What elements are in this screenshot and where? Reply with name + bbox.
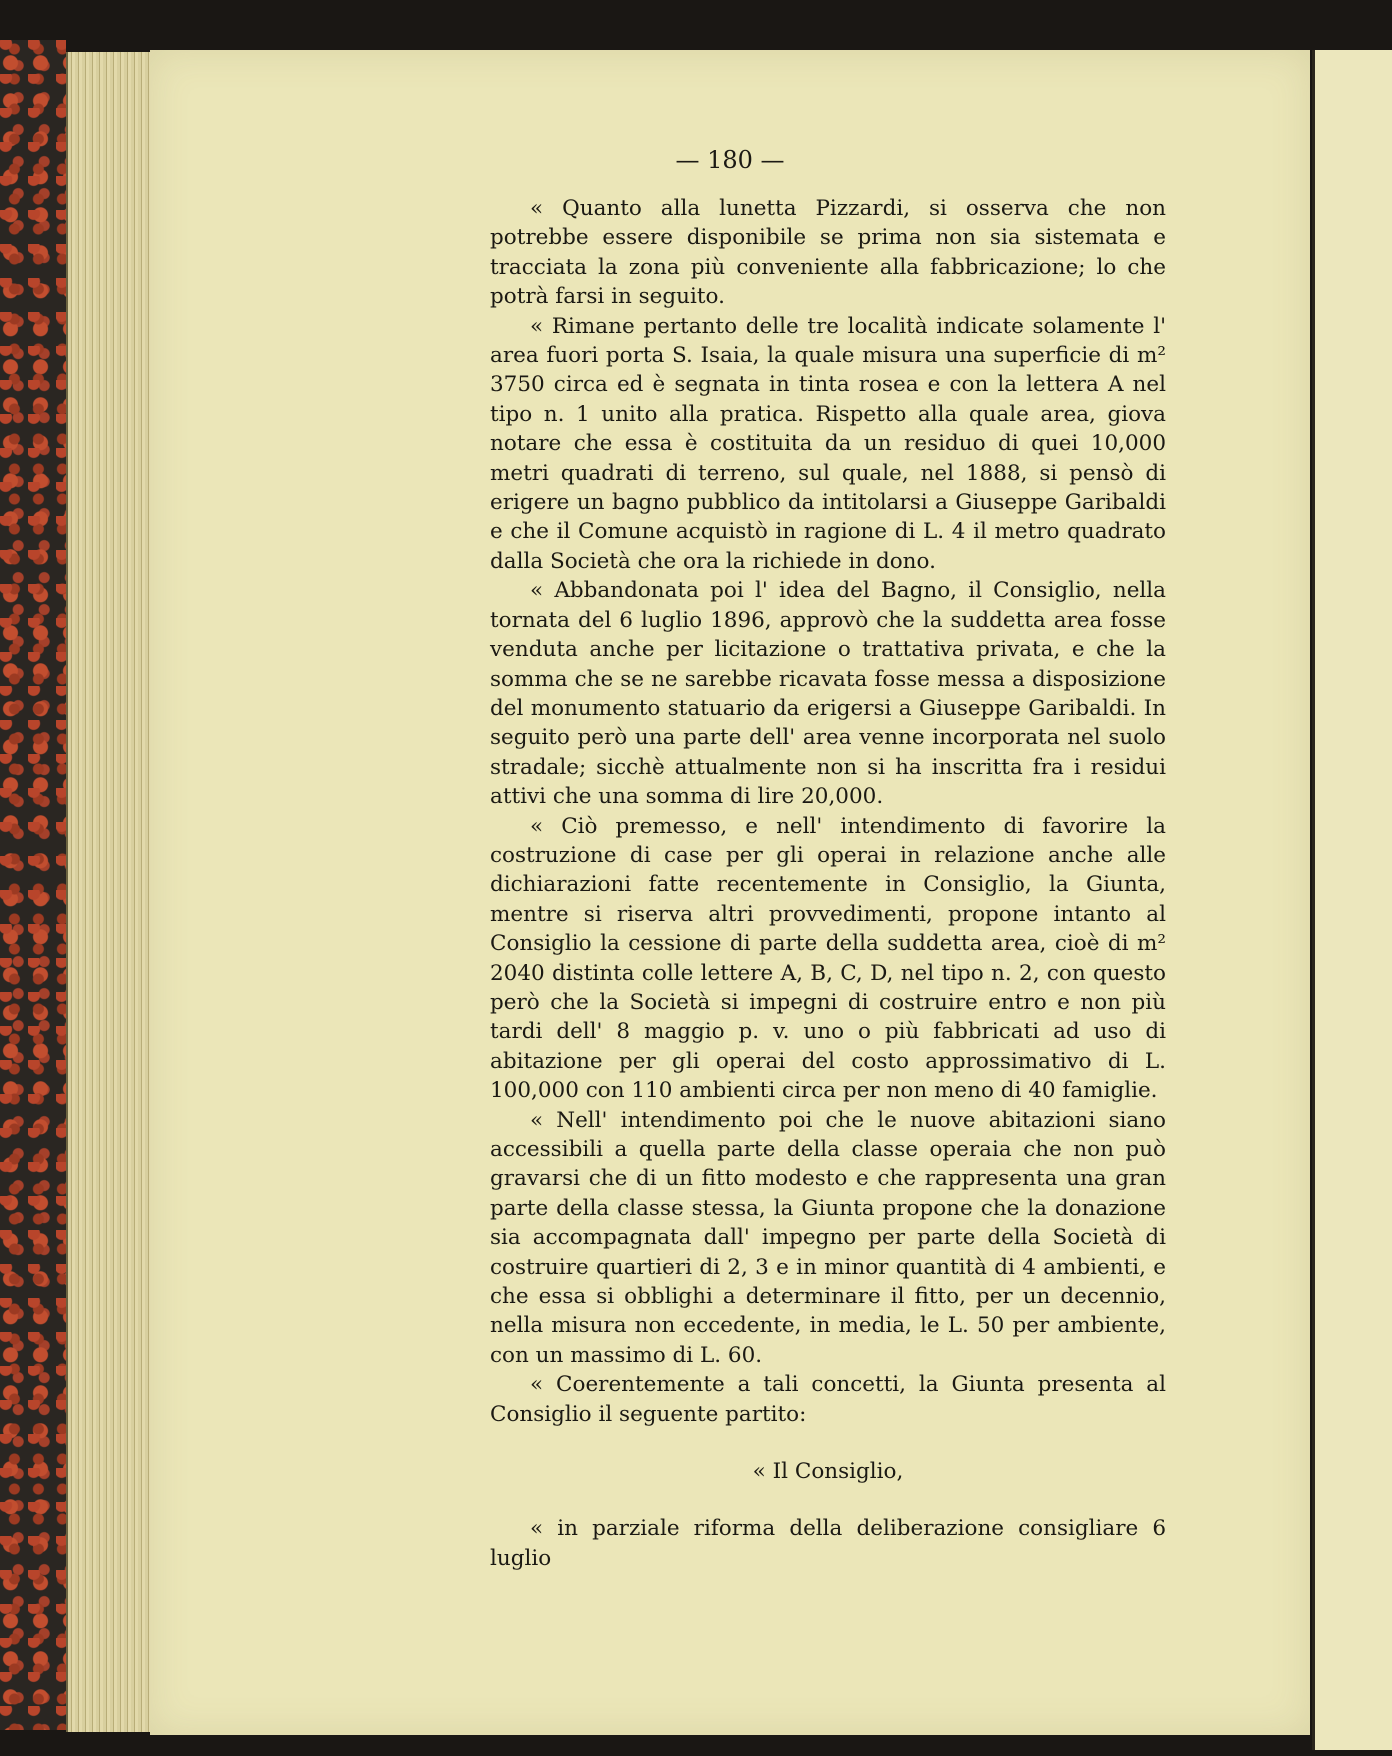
paragraph-5: « Nell' intendimento poi che le nuove abitazioni siano accessibili a quella parte della classe operaia che non può gravarsi che di un fitto modesto e che rappresenta una gran parte della classe stessa, la Giunta propone che la donazione sia accompagnata dall' impegno per parte della Società di costruire quartieri di 2, 3 e in minor quantità di 4 ambienti, e che essa si obblighi a determinare il fitto, per un decennio, nella misura non eccedente, in media, le L. 50 per ambiente, con un massimo di L. 60. xyxy=(490,1107,1166,1368)
page-stack-edge xyxy=(66,52,152,1732)
paragraph-1: « Quanto alla lunetta Pizzardi, si osserva che non potrebbe essere disponibile se prima non sia sistemata e tracciata la zona più conveniente alla fabbricazione; lo che potrà farsi in seguito. xyxy=(490,196,1166,310)
paragraph-3: « Abbandonata poi l' idea del Bagno, il Consiglio, nella tornata del 6 luglio 1896, approvò che la suddetta area fosse venduta anche per licitazione o trattativa privata, e che la somma che se ne sarebbe ricavata fosse messa a disposizione del monumento statuario da erigersi a Giuseppe Garibaldi. In seguito però una parte dell' area venne incorporata nel suolo stradale; sicchè attualmente non si ha inscritta fra i residui attivi che una somma di lire 20,000. xyxy=(490,578,1166,810)
paragraph-2: « Rimane pertanto delle tre località indicate solamente l' area fuori porta S. Isaia, la quale misura una superficie di m² 3750 circa ed è segnata in tinta rosea e con la lettera A nel tipo n. 1 unito alla pratica. Rispetto alla quale area, giova notare che essa è costituita da un residuo di quei 10,000 metri quadrati di terreno, sul quale, nel 1888, si pensò di erigere un bagno pubblico da intitolarsi a Giuseppe Garibaldi e che il Comune acquistò in ragione di L. 4 il metro quadrato dalla Società che ora la richiede in dono. xyxy=(490,313,1166,574)
text-block xyxy=(490,194,1166,1573)
paragraph-6: « Coerentemente a tali concetti, la Giunta presenta al Consiglio il seguente partito: xyxy=(490,1372,1166,1427)
book-page xyxy=(150,50,1310,1735)
book-marbled-edge xyxy=(0,40,66,1730)
last-line: « in parziale riforma della deliberazione consigliare 6 luglio xyxy=(490,1516,1166,1571)
page-number: — 180 — xyxy=(675,146,785,174)
consiglio-heading: « Il Consiglio, xyxy=(752,1459,904,1485)
next-page-edge xyxy=(1312,50,1392,1750)
paragraph-4: « Ciò premesso, e nell' intendimento di favorire la costruzione di case per gli operai in relazione anche alle dichiarazioni fatte recentemente in Consiglio, la Giunta, mentre si riserva altri provvedimenti, propone intanto al Consiglio la cessione di parte della suddetta area, cioè di m² 2040 distinta colle lettere A, B, C, D, nel tipo n. 2, con questo però che la Società si impegni di costruire entro e non più tardi dell' 8 maggio p. v. uno o più fabbricati ad uso di abitazione per gli operai del costo approssimativo di L. 100,000 con 110 ambienti circa per non meno di 40 famiglie. xyxy=(490,813,1166,1104)
